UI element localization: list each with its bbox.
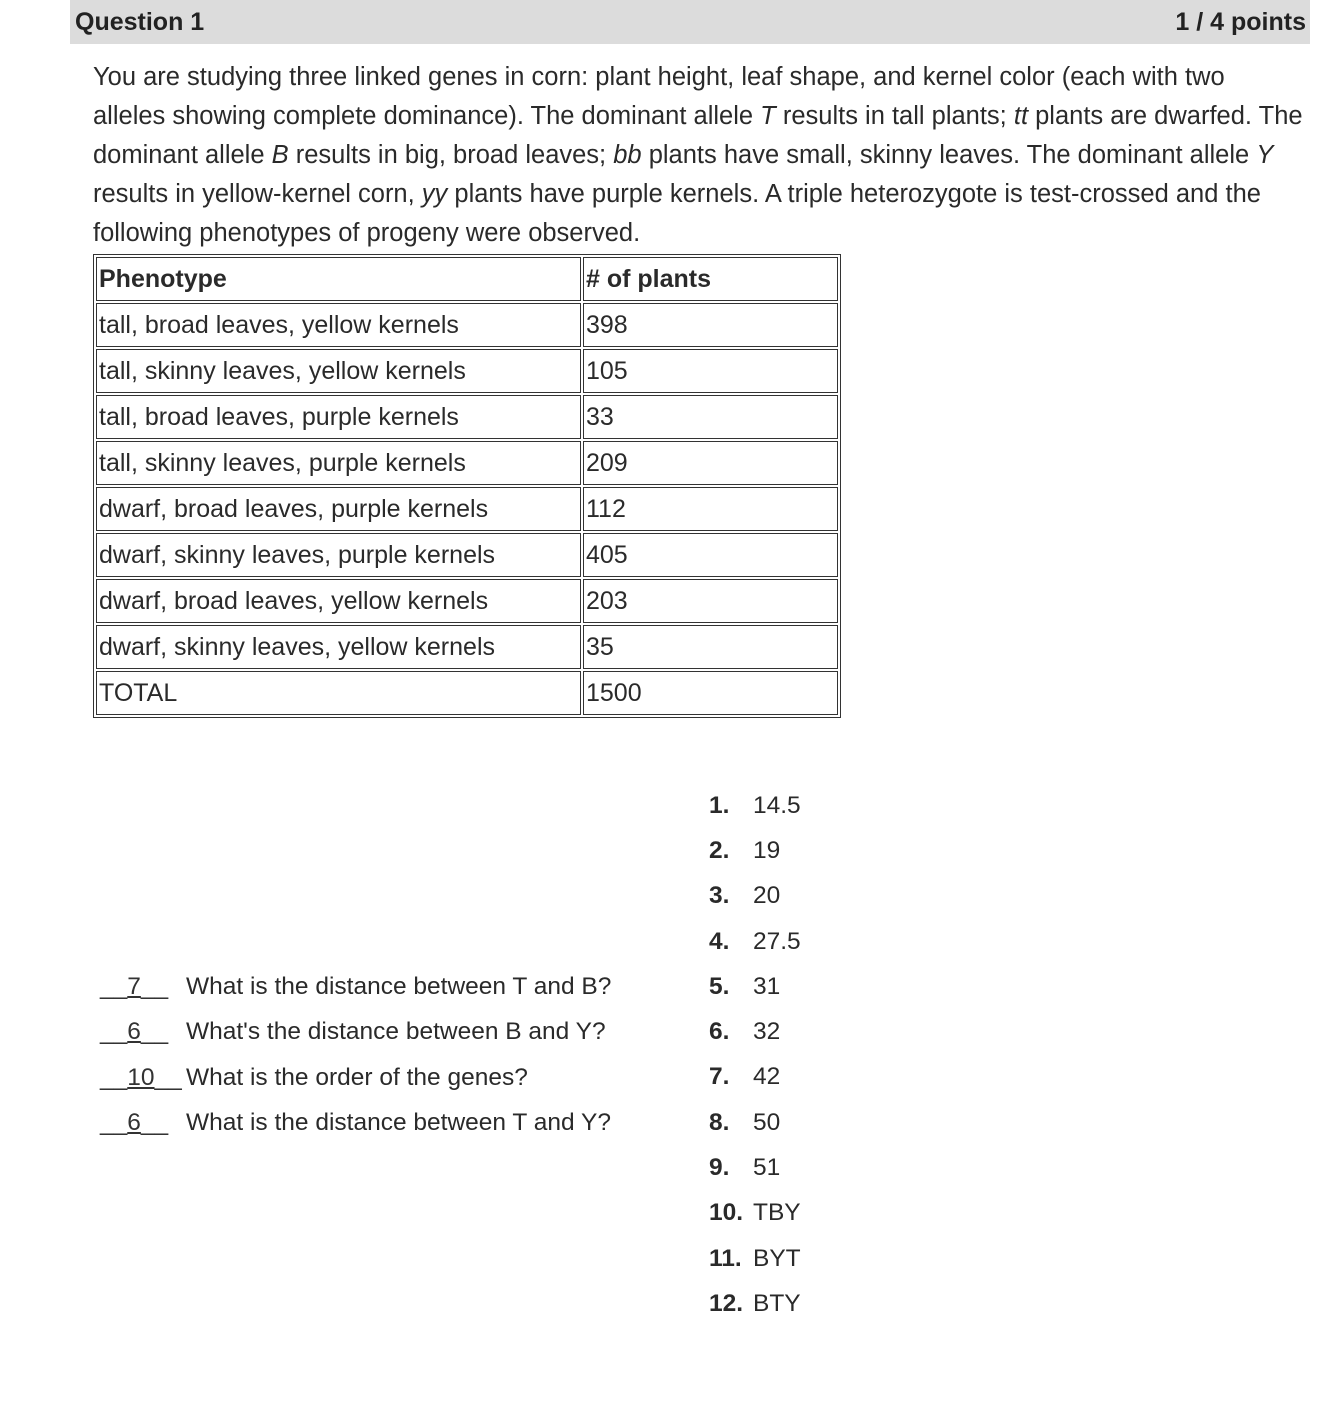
count-cell: 35	[583, 625, 838, 669]
question-text: What is the distance between T and B?	[186, 972, 612, 1000]
phenotype-cell: tall, broad leaves, purple kernels	[96, 395, 581, 439]
table-row	[96, 579, 838, 623]
answer-value: 6	[127, 1018, 141, 1046]
choice-value: BYT	[753, 1244, 801, 1272]
answer-choices-list	[709, 783, 801, 1327]
list-item	[709, 1145, 801, 1190]
choice-number: 11.	[709, 1244, 742, 1272]
choice-value: TBY	[753, 1199, 801, 1227]
choice-value: 50	[753, 1108, 781, 1136]
prompt-text: results in tall plants;	[775, 102, 1014, 130]
table-header-row	[96, 257, 838, 301]
allele-B: B	[271, 141, 289, 169]
question-row	[100, 1055, 660, 1101]
prompt-text: results in yellow-kernel corn,	[93, 180, 422, 208]
question-row	[100, 1010, 660, 1056]
matching-questions	[100, 964, 660, 1146]
list-item	[709, 964, 801, 1009]
question-text: What is the distance between T and Y?	[186, 1109, 611, 1137]
choice-value: 31	[753, 972, 781, 1000]
allele-bb: bb	[613, 141, 642, 169]
blank-line: __	[100, 972, 128, 1000]
table-row	[96, 349, 838, 393]
choice-value: 42	[753, 1063, 781, 1091]
answer-value: 10	[127, 1063, 155, 1091]
choice-number: 4.	[709, 927, 730, 955]
prompt-text: plants have small, skinny leaves. The dominant allele	[641, 141, 1257, 169]
table-row	[96, 441, 838, 485]
blank-line: __	[140, 1109, 169, 1137]
blank-line: __	[154, 1063, 182, 1091]
phenotype-cell: dwarf, skinny leaves, yellow kernels	[96, 625, 581, 669]
choice-number: 5.	[709, 972, 730, 1000]
choice-value: 27.5	[753, 927, 801, 955]
header-phenotype: Phenotype	[96, 257, 581, 301]
header-count: # of plants	[583, 257, 838, 301]
points-score: 1 / 4 points	[1175, 7, 1306, 36]
table-row	[96, 533, 838, 577]
prompt-text: plants are dwarfed. The dominant allele	[93, 102, 1303, 169]
count-cell: 112	[583, 487, 838, 531]
list-item	[709, 1009, 801, 1054]
answer-blank[interactable]	[100, 1064, 186, 1092]
question-title: Question 1	[75, 7, 205, 36]
allele-tt: tt	[1013, 102, 1029, 130]
blank-line: __	[100, 1063, 128, 1091]
prompt-text: You are studying three linked genes in corn: plant height, leaf shape, and kernel color (each with two alleles showing complete dominance). The dominant allele	[93, 63, 1225, 130]
choice-number: 9.	[709, 1154, 730, 1182]
choice-number: 6.	[709, 1018, 730, 1046]
phenotype-cell: dwarf, broad leaves, purple kernels	[96, 487, 581, 531]
phenotype-table	[93, 254, 841, 718]
list-item	[709, 1281, 801, 1326]
allele-Y: Y	[1256, 141, 1274, 169]
list-item	[709, 1236, 801, 1281]
list-item	[709, 828, 801, 873]
prompt-text: results in big, broad leaves;	[288, 141, 614, 169]
list-item	[709, 783, 801, 828]
blank-line: __	[140, 972, 169, 1000]
choice-number: 2.	[709, 836, 730, 864]
answer-blank[interactable]	[100, 973, 186, 1001]
table-row	[96, 395, 838, 439]
choice-number: 3.	[709, 882, 730, 910]
phenotype-cell: dwarf, broad leaves, yellow kernels	[96, 579, 581, 623]
choice-value: 32	[753, 1018, 781, 1046]
question-text: What's the distance between B and Y?	[186, 1018, 606, 1046]
choice-number: 1.	[709, 791, 730, 819]
count-cell: 33	[583, 395, 838, 439]
answer-blank[interactable]	[100, 1109, 186, 1137]
count-cell: 105	[583, 349, 838, 393]
answer-blank[interactable]	[100, 1018, 186, 1046]
count-cell: 203	[583, 579, 838, 623]
choice-value: 14.5	[753, 791, 801, 819]
list-item	[709, 1191, 801, 1236]
question-row	[100, 1101, 660, 1147]
total-label-cell: TOTAL	[96, 671, 581, 715]
phenotype-cell: dwarf, skinny leaves, purple kernels	[96, 533, 581, 577]
phenotype-cell: tall, skinny leaves, yellow kernels	[96, 349, 581, 393]
answer-value: 7	[127, 972, 141, 1000]
choice-number: 7.	[709, 1063, 730, 1091]
total-count-cell: 1500	[583, 671, 838, 715]
blank-line: __	[100, 1109, 128, 1137]
choice-value: 19	[753, 836, 781, 864]
list-item	[709, 874, 801, 919]
choice-number: 10.	[709, 1199, 744, 1227]
blank-line: __	[100, 1018, 128, 1046]
choice-number: 8.	[709, 1108, 730, 1136]
list-item	[709, 919, 801, 964]
count-cell: 398	[583, 303, 838, 347]
choice-value: 20	[753, 882, 781, 910]
question-header	[70, 0, 1310, 44]
allele-T: T	[760, 102, 776, 130]
choice-number: 12.	[709, 1289, 744, 1317]
table-row	[96, 303, 838, 347]
question-text: What is the order of the genes?	[186, 1063, 528, 1091]
phenotype-cell: tall, skinny leaves, purple kernels	[96, 441, 581, 485]
phenotype-cell: tall, broad leaves, yellow kernels	[96, 303, 581, 347]
prompt-text: plants have purple kernels. A triple heterozygote is test-crossed and the following phenotypes of progeny were observed.	[93, 180, 1261, 247]
question-prompt	[93, 58, 1303, 253]
blank-line: __	[140, 1018, 169, 1046]
table-total-row	[96, 671, 838, 715]
choice-value: BTY	[753, 1289, 801, 1317]
count-cell: 209	[583, 441, 838, 485]
table-row	[96, 487, 838, 531]
count-cell: 405	[583, 533, 838, 577]
list-item	[709, 1055, 801, 1100]
allele-yy: yy	[421, 180, 448, 208]
table-row	[96, 625, 838, 669]
question-row	[100, 964, 660, 1010]
list-item	[709, 1100, 801, 1145]
answer-value: 6	[127, 1109, 141, 1137]
choice-value: 51	[753, 1154, 781, 1182]
